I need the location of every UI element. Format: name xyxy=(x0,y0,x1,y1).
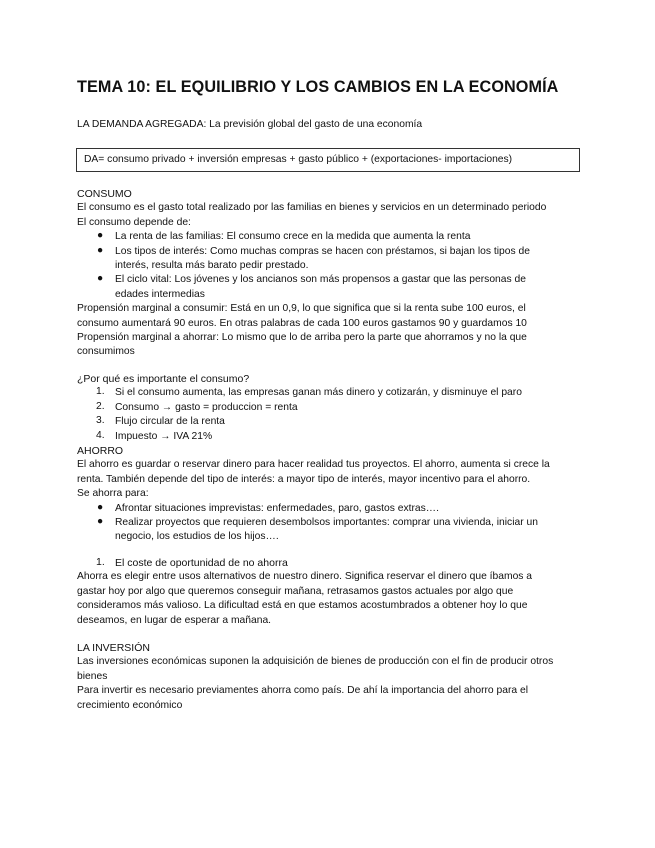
numbered-item: 1. Si el consumo aumenta, las empresas ganan más dinero y cotizarán, y disminuye el paro xyxy=(96,386,522,399)
list-item: ● El ciclo vital: Los jóvenes y los ancianos son más propensos a gastar que las personas de edades intermedias xyxy=(97,273,526,300)
list-item: ● Los tipos de interés: Como muchas compras se hacen con préstamos, si bajan los tipos de interés, resulta más barato pedir prestado. xyxy=(97,244,530,271)
consumo-heading: CONSUMO xyxy=(77,188,132,200)
bullet-icon: ● xyxy=(97,501,104,513)
pma-paragraph: Propensión marginal a ahorrar: Lo mismo que lo de arriba pero la parte que ahorramos y no la que xyxy=(77,331,527,343)
pmc-paragraph: Propensión marginal a consumir: Está en un 0,9, lo que significa que si la renta sube 100 euros, el xyxy=(77,303,526,315)
coste-section: 1. El coste de oportunidad de no ahorra Ahorra es elegir entre usos alternativos de nuestro dinero. Significa reservar el dinero que íbamos a gastar hoy por algo que queremos conseguir mañana, retrasamos gastos actuales por algo que consideramos más valioso. La dificultad está en que estamos acostumbrados a obtener hoy lo que deseamos, en lugar de esperar a mañana. xyxy=(77,556,587,628)
bullet-icon: ● xyxy=(97,273,104,285)
inversion-heading: LA INVERSIÓN xyxy=(77,642,150,654)
list-item: ● Realizar proyectos que requieren desembolsos importantes: comprar una vivienda, iniciar un negocio, los estudios de los hijos…. xyxy=(97,515,538,543)
bullet-icon: ● xyxy=(97,515,104,527)
ahorro-heading: AHORRO xyxy=(77,444,124,457)
list-item: ● Afrontar situaciones imprevistas: enfermedades, paro, gastos extras…. xyxy=(97,501,439,514)
numbered-item: 4. Impuesto → IVA 21% xyxy=(96,429,213,442)
bullet-icon: ● xyxy=(97,230,104,242)
consumo-depends: El consumo depende de: xyxy=(77,216,191,228)
consumo-definition: El consumo es el gasto total realizado por las familias en bienes y servicios en un determinado periodo xyxy=(77,202,547,214)
inversion-section: LA INVERSIÓN Las inversiones económicas suponen la adquisición de bienes de producción con el fin de producir otros bienes Para invertir es necesario previamentes ahorra como país. De ahí la importancia del ahorro para el crecimiento económico xyxy=(77,641,587,713)
numbered-item: 1. El coste de oportunidad de no ahorra xyxy=(77,556,587,570)
coste-paragraph: Ahorra es elegir entre usos alternativos de nuestro dinero. Significa reservar el dinero que íbamos a xyxy=(77,571,533,583)
ahorro-paragraph: El ahorro es guardar o reservar dinero para hacer realidad tus proyectos. El ahorro, aumenta si crece la xyxy=(77,459,550,471)
porque-question: ¿Por qué es importante el consumo? xyxy=(77,373,250,385)
bullet-icon: ● xyxy=(97,244,104,256)
inversion-paragraph: Las inversiones económicas suponen la adquisición de bienes de producción con el fin de producir otros xyxy=(77,656,554,668)
porque-section: ¿Por qué es importante el consumo? 1. Si el consumo aumenta, las empresas ganan más dinero y cotizarán, y disminuye el paro 2. Consumo → gasto = produccion = renta 3. Flujo circular de la renta 4. Impuesto → IVA 21% AHORRO El ahorro es guardar o reservar dinero para hacer realidad tus proyectos. El ahorro, aumenta si crece la renta. También depende del tipo de interés: a mayor tipo de interés, mayor incentivo para el ahorro. Se ahorra para: ● Afrontar situaciones imprevistas: enfermedades, paro, gastos extras…. ● Realizar proyectos que requieren desembolsos importantes: comprar una vivienda, iniciar un negocio, los estudios de los hijos…. xyxy=(77,372,587,545)
consumo-section: CONSUMO El consumo es el gasto total realizado por las familias en bienes y servicios en un determinado periodo El consumo depende de: ● La renta de las familias: El consumo crece en la medida que aumenta la renta ● Los tipos de interés: Como muchas compras se hacen con préstamos, si bajan los tipos de interés, resulta más barato pedir prestado. ● El ciclo vital: Los jóvenes y los ancianos son más propensos a gastar que las personas de edades intermedias Propensión marginal a consumir: Está en un 0,9, lo que significa que si la renta sube 100 euros, el consumo aumentará 90 euros. En otras palabras de cada 100 euros gastamos 90 y guardamos 10 Propensión marginal a ahorrar: Lo mismo que lo de arriba pero la parte que ahorramos y no la que consumimos xyxy=(77,187,587,360)
demanda-heading: LA DEMANDA AGREGADA: La previsión global del gasto de una economía xyxy=(77,119,423,130)
numbered-item: 2. Consumo → gasto = produccion = renta xyxy=(96,400,298,413)
numbered-item: 3. Flujo circular de la renta xyxy=(96,415,225,428)
formula-box: DA= consumo privado + inversión empresas + gasto público + (exportaciones- importaciones) xyxy=(76,148,580,172)
page-title: TEMA 10: EL EQUILIBRIO Y LOS CAMBIOS EN LA ECONOMÍA xyxy=(77,78,559,96)
coste-title: El coste de oportunidad de no ahorra xyxy=(115,557,288,569)
list-item: ● La renta de las familias: El consumo crece en la medida que aumenta la renta xyxy=(97,230,471,243)
